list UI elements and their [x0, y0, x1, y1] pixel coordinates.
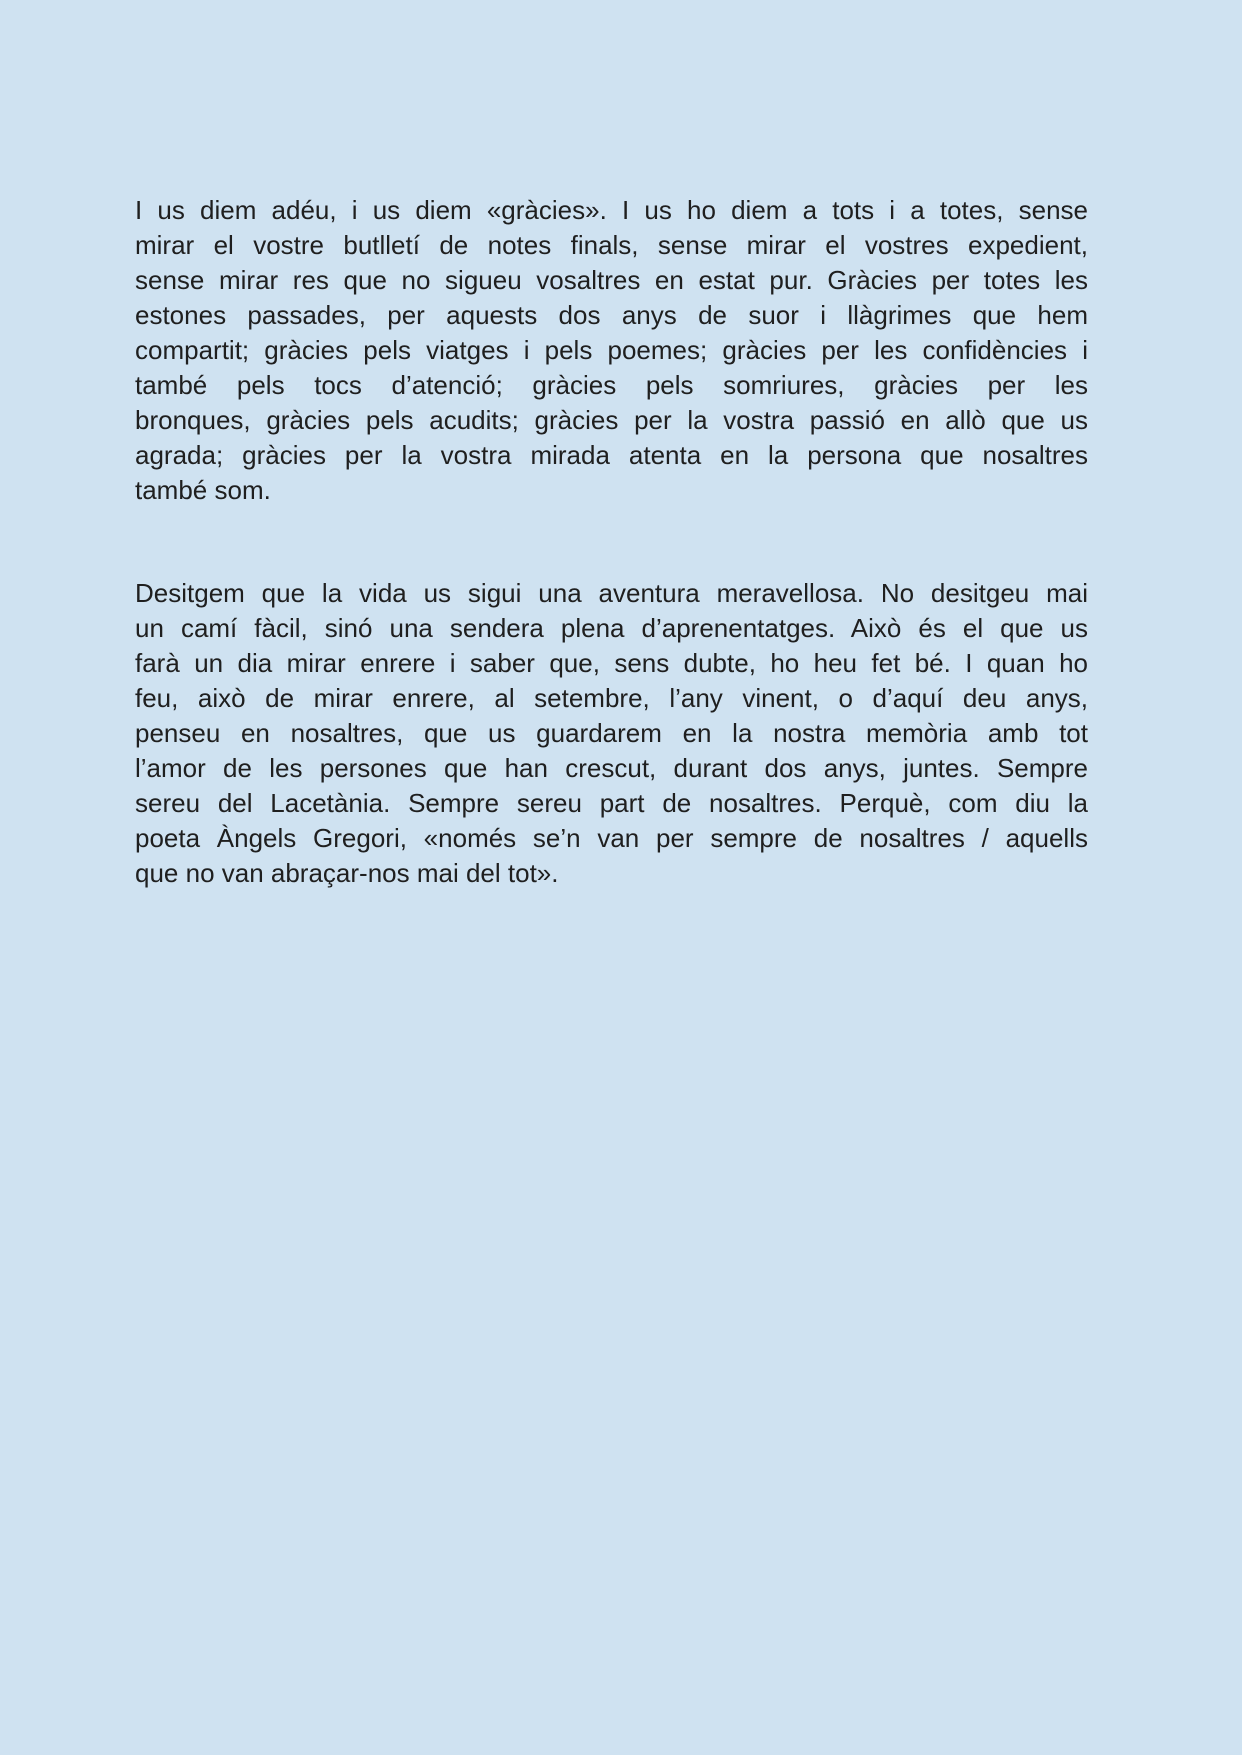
text-line: un camí fàcil, sinó una sendera plena d’aprenentatges. Això és el que us	[135, 613, 1088, 643]
text-line: Desitgem que la vida us sigui una aventura meravellosa. No desitgeu mai	[135, 578, 1088, 608]
text-line: l’amor de les persones que han crescut, durant dos anys, juntes. Sempre	[135, 753, 1088, 783]
text-line: bronques, gràcies pels acudits; gràcies per la vostra passió en allò que us	[135, 405, 1088, 435]
paragraph-farewell	[135, 193, 1088, 508]
text-line: farà un dia mirar enrere i saber que, sens dubte, ho heu fet bé. I quan ho	[135, 648, 1088, 678]
text-line: que no van abraçar-nos mai del tot».	[135, 858, 559, 888]
text-block	[135, 193, 1088, 891]
text-line: agrada; gràcies per la vostra mirada atenta en la persona que nosaltres	[135, 440, 1088, 470]
paragraph-wishes	[135, 576, 1088, 891]
text-line: poeta Àngels Gregori, «només se’n van per sempre de nosaltres / aquells	[135, 823, 1088, 853]
text-line: estones passades, per aquests dos anys de suor i llàgrimes que hem	[135, 300, 1088, 330]
text-line: mirar el vostre butlletí de notes finals, sense mirar el vostres expedient,	[135, 230, 1088, 260]
text-line: penseu en nosaltres, que us guardarem en la nostra memòria amb tot	[135, 718, 1088, 748]
text-line: sereu del Lacetània. Sempre sereu part de nosaltres. Perquè, com diu la	[135, 788, 1088, 818]
text-line: feu, això de mirar enrere, al setembre, l’any vinent, o d’aquí deu anys,	[135, 683, 1088, 713]
text-line: I us diem adéu, i us diem «gràcies». I us ho diem a tots i a totes, sense	[135, 195, 1088, 225]
text-line: compartit; gràcies pels viatges i pels poemes; gràcies per les confidències i	[135, 335, 1088, 365]
text-line: també som.	[135, 475, 271, 505]
text-line: també pels tocs d’atenció; gràcies pels somriures, gràcies per les	[135, 370, 1088, 400]
text-line: sense mirar res que no sigueu vosaltres en estat pur. Gràcies per totes les	[135, 265, 1088, 295]
